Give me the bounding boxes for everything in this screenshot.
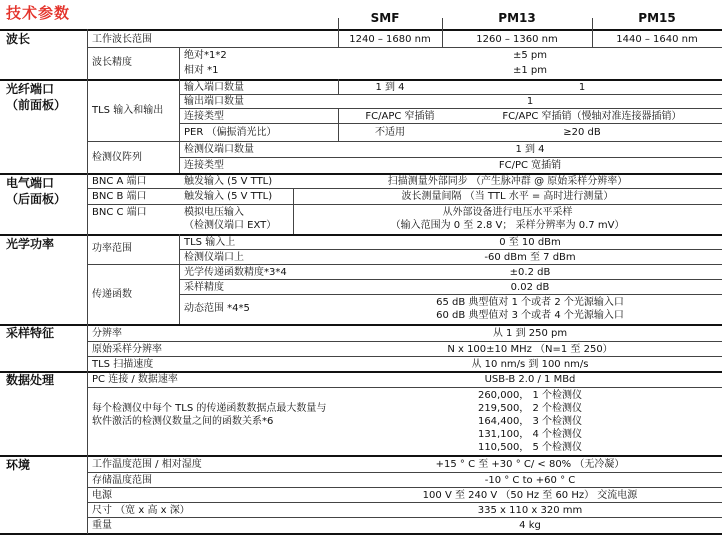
row-label-resolution: 分辨率	[92, 328, 122, 339]
column-divider	[87, 29, 88, 534]
value-samp-acc: 0.02 dB	[510, 282, 550, 293]
value-temp-st: -10 ° C to +60 ° C	[484, 475, 576, 486]
value-bnc-c-1: 从外部设备进行电压水平采样	[442, 207, 573, 218]
row-label-temp-st: 存储温度范围	[92, 475, 152, 486]
value-power: 100 V 至 240 V （50 Hz 至 60 Hz） 交流电源	[422, 490, 638, 501]
row-label-out-count: 输出端口数量	[184, 96, 244, 107]
value-det-count: 1 到 4	[515, 144, 545, 155]
value-temp-op: +15 ° C 至 +30 ° C/ < 80% （无冷凝）	[435, 459, 625, 470]
column-header-smf: SMF	[370, 11, 400, 25]
section-wavelength: 波长	[6, 32, 31, 46]
value-max-data-5: 110,500， 5 个检测仪	[477, 442, 583, 453]
value-op-range-smf: 1240 – 1680 nm	[349, 34, 431, 45]
row-label-dyn-range: 动态范围 *4*5	[184, 303, 250, 314]
row-label-per: PER （偏振消光比）	[184, 127, 277, 138]
value-size: 335 x 110 x 320 mm	[477, 505, 583, 516]
row-divider	[180, 108, 722, 109]
row-label-bnc-c: BNC C 端口	[92, 207, 147, 218]
value-raw-res: N x 100±10 MHz （N=1 至 250）	[447, 344, 613, 355]
value-dyn-range-2: 60 dB 典型值对 3 个或者 4 个光源输入口	[436, 310, 624, 321]
value-pc-conn: USB-B 2.0 / 1 MBd	[484, 374, 576, 385]
section-sampling: 采样特征	[6, 326, 55, 340]
value-out-count: 1	[526, 96, 534, 107]
value-det-conn: FC/PC 宽插销	[498, 160, 562, 171]
row-label-transfer: 传递函数	[92, 289, 132, 300]
row-label-det-count: 检测仪端口数量	[184, 144, 254, 155]
row-label-scan-speed: TLS 扫描速度	[92, 359, 154, 370]
row-divider	[88, 356, 722, 357]
value-in-count-pm: 1	[578, 82, 586, 93]
value-weight: 4 kg	[519, 520, 541, 531]
row-label-bnc-b: BNC B 端口	[92, 191, 147, 202]
column-divider	[179, 47, 180, 173]
column-divider	[179, 234, 180, 324]
row-divider	[88, 502, 722, 503]
value-op-range-pm15: 1440 – 1640 nm	[616, 34, 698, 45]
row-label-temp-op: 工作温度范围 / 相对湿度	[92, 459, 202, 470]
value-max-data-1: 260,000， 1 个检测仪	[477, 390, 583, 401]
table-bottom-rule	[0, 533, 722, 535]
value-per-pm: ≥20 dB	[563, 127, 601, 138]
row-divider	[88, 141, 722, 142]
row-divider	[88, 387, 722, 388]
section-divider	[0, 324, 722, 326]
value-relative: ±1 pm	[512, 65, 547, 76]
row-divider	[88, 47, 722, 48]
page-title: 技术参数	[6, 4, 71, 22]
row-divider	[180, 294, 722, 295]
value-bnc-a: 扫描测量外部同步 （产生脉冲群 @ 原始采样分辨率）	[387, 176, 628, 187]
row-label-relative: 相对 *1	[184, 65, 219, 76]
value-bnc-b: 波长测量间隔 （当 TTL 水平 = 高时进行测量）	[401, 191, 614, 202]
row-divider	[180, 123, 722, 124]
row-label-accuracy: 波长精度	[92, 57, 132, 68]
value-tls-in: 0 至 10 dBm	[499, 237, 561, 248]
row-label-absolute: 绝对*1*2	[184, 50, 227, 61]
section-environment: 环境	[6, 458, 31, 472]
row-label-max-data: 每个检测仪中每个 TLS 的传递函数数据点最大数量与软件激活的检测仪数量之间的函数关系*6	[92, 403, 327, 427]
value-tf-acc: ±0.2 dB	[509, 267, 551, 278]
row-label-weight: 重量	[92, 520, 112, 531]
row-divider	[88, 341, 722, 342]
value-max-data-2: 219,500， 2 个检测仪	[477, 403, 583, 414]
row-divider	[88, 264, 722, 265]
row-label-samp-acc: 采样精度	[184, 282, 224, 293]
row-label-size: 尺寸 （宽 x 高 x 深）	[92, 505, 190, 516]
value-conn-type-pm: FC/APC 窄插销（慢轴对准连接器插销）	[502, 111, 682, 122]
value-max-data-3: 164,400， 3 个检测仪	[477, 416, 583, 427]
value-per-smf: 不适用	[375, 127, 405, 138]
section-optical-port-sub: （前面板）	[6, 98, 67, 112]
row-divider	[88, 188, 722, 189]
section-optical-power: 光学功率	[6, 237, 55, 251]
bnc-b-desc: 触发输入 (5 V TTL)	[184, 191, 273, 202]
row-label-tf-acc: 光学传递函数精度*3*4	[184, 267, 287, 278]
row-label-bnc-a: BNC A 端口	[92, 176, 147, 187]
row-divider	[180, 157, 722, 158]
row-label-op-range: 工作波长范围	[92, 34, 152, 45]
row-divider	[88, 204, 722, 205]
row-label-tls-in: TLS 输入上	[184, 237, 236, 248]
value-resolution: 从 1 到 250 pm	[492, 328, 568, 339]
bnc-c-desc-1: 模拟电压输入	[184, 207, 244, 218]
value-bnc-c-2: （输入范围为 0 至 2.8 V； 采样分辨率为 0.7 mV）	[390, 220, 625, 231]
value-dyn-range-1: 65 dB 典型值对 1 个或者 2 个光源输入口	[436, 297, 624, 308]
row-divider	[88, 487, 722, 488]
value-conn-type-smf: FC/APC 窄插销	[365, 111, 435, 122]
value-max-data-4: 131,100， 4 个检测仪	[477, 429, 583, 440]
row-label-det-conn: 连接类型	[184, 160, 224, 171]
value-det-in: -60 dBm 至 7 dBm	[484, 252, 576, 263]
row-label-conn-type: 连接类型	[184, 111, 224, 122]
row-label-raw-res: 原始采样分辨率	[92, 344, 162, 355]
section-optical-port: 光纤端口	[6, 82, 55, 96]
row-divider	[88, 472, 722, 473]
row-label-power-range: 功率范围	[92, 243, 132, 254]
section-data-processing: 数据处理	[6, 373, 55, 387]
bnc-c-desc-2: （检测仪端口 EXT）	[184, 220, 277, 231]
section-electrical-port: 电气端口	[6, 176, 55, 190]
value-scan-speed: 从 10 nm/s 到 100 nm/s	[471, 359, 589, 370]
row-label-pc-conn: PC 连接 / 数据速率	[92, 374, 178, 385]
row-label-det-array: 检测仪阵列	[92, 152, 142, 163]
section-divider	[0, 455, 722, 457]
row-divider	[180, 249, 722, 250]
section-electrical-port-sub: （后面板）	[6, 192, 67, 206]
value-in-count-smf: 1 到 4	[375, 82, 405, 93]
row-label-power: 电源	[92, 490, 112, 501]
column-header-pm15: PM15	[638, 11, 676, 25]
row-divider	[180, 279, 722, 280]
row-label-tls-io: TLS 输入和输出	[92, 105, 164, 116]
header-rule	[0, 29, 722, 31]
value-op-range-pm13: 1260 – 1360 nm	[476, 34, 558, 45]
column-header-pm13: PM13	[498, 11, 536, 25]
row-label-det-in: 检测仪端口上	[184, 252, 244, 263]
value-absolute: ±5 pm	[512, 50, 547, 61]
bnc-a-desc: 触发输入 (5 V TTL)	[184, 176, 273, 187]
row-divider	[88, 517, 722, 518]
row-label-in-count: 输入端口数量	[184, 82, 244, 93]
